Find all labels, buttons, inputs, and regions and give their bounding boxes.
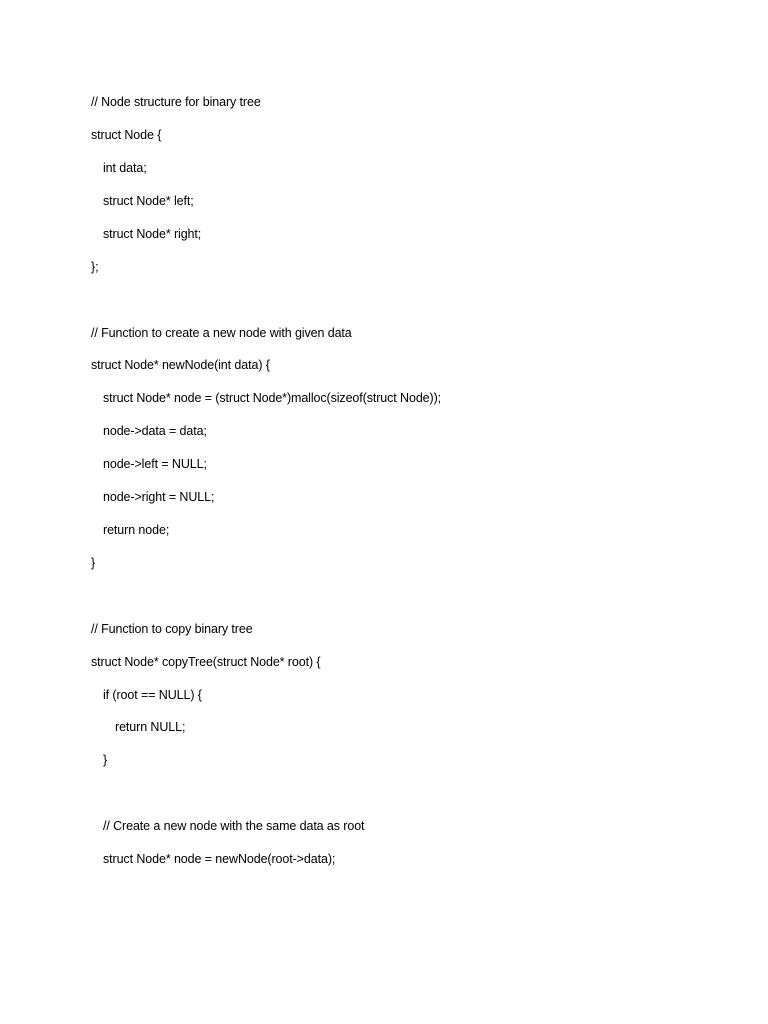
code-line: struct Node* left;: [103, 194, 194, 208]
code-line: if (root == NULL) {: [103, 688, 202, 702]
code-comment: // Create a new node with the same data as root: [103, 819, 365, 833]
code-line: struct Node* newNode(int data) {: [91, 358, 270, 372]
code-line: struct Node* copyTree(struct Node* root) {: [91, 655, 321, 669]
code-line: node->right = NULL;: [103, 490, 215, 504]
code-line: struct Node* node = newNode(root->data);: [103, 852, 336, 866]
code-line: }: [103, 753, 108, 767]
code-line: };: [91, 260, 99, 274]
code-line: return NULL;: [115, 720, 186, 734]
code-line: struct Node* node = (struct Node*)malloc(sizeof(struct Node));: [103, 391, 442, 405]
code-comment: // Function to create a new node with given data: [91, 326, 352, 340]
code-line: return node;: [103, 523, 170, 537]
code-line: int data;: [103, 161, 147, 175]
code-line: }: [91, 556, 96, 570]
code-comment: // Function to copy binary tree: [91, 622, 253, 636]
code-line: node->left = NULL;: [103, 457, 207, 471]
code-comment: // Node structure for binary tree: [91, 95, 261, 109]
code-line: struct Node {: [91, 128, 162, 142]
code-line: struct Node* right;: [103, 227, 202, 241]
code-line: node->data = data;: [103, 424, 207, 438]
